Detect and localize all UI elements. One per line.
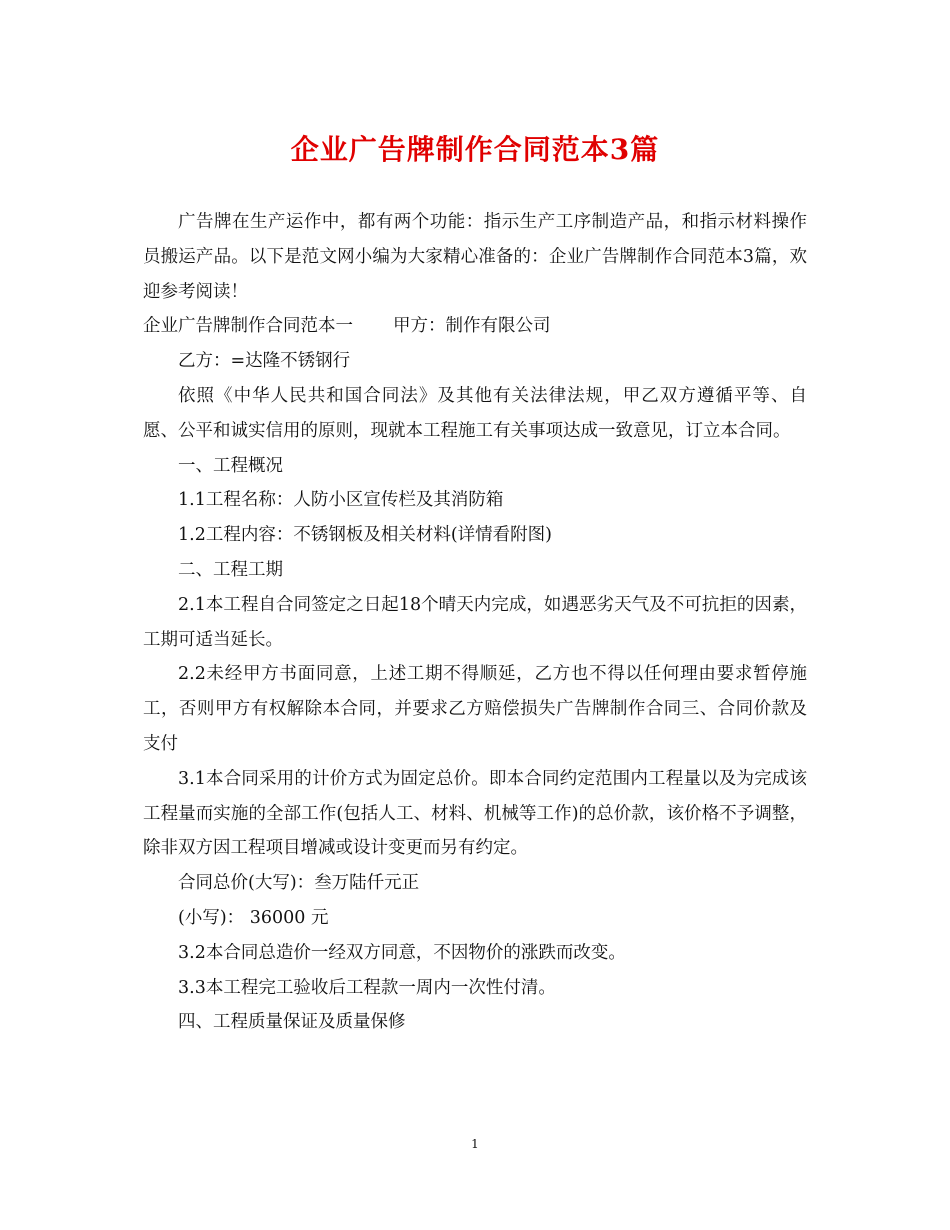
intro-paragraph: 广告牌在生产运作中，都有两个功能：指示生产工序制造产品，和指示材料操作员搬运产品。以下是范文网小编为大家精心准备的：企业广告牌制作合同范本3篇，欢迎参考阅读！: [143, 212, 807, 302]
clause-2-2: 2.2未经甲方书面同意，上述工期不得顺延，乙方也不得以任何理由要求暂停施工，否则甲方有权解除本合同，并要求乙方赔偿损失广告牌制作合同三、合同价款及支付: [143, 664, 807, 754]
page-number: 1: [471, 1137, 479, 1151]
total-price-words: 合同总价(大写)：叁万陆仟元正: [178, 873, 420, 894]
document-body: [143, 205, 807, 1040]
clause-1-2: 1.2工程内容：不锈钢板及相关材料(详情看附图): [178, 525, 552, 546]
section-heading-quality: 四、工程质量保证及质量保修: [178, 1012, 406, 1033]
party-b: 乙方：=达隆不锈钢行: [178, 351, 351, 372]
clause-3-1: 3.1本合同采用的计价方式为固定总价。即本合同约定范围内工程量以及为完成该工程量而实施的全部工作(包括人工、材料、机械等工作)的总价款，该价格不予调整，除非双方因工程项目增减或设计变更而另有约定。: [143, 768, 807, 859]
document-title: 企业广告牌制作合同范本3篇: [290, 133, 660, 166]
section-heading-overview: 一、工程概况: [178, 455, 283, 476]
party-a: 甲方：制作有限公司: [393, 316, 551, 337]
clause-3-2: 3.2本合同总造价一经双方同意，不因物价的涨跌而改变。: [178, 942, 626, 963]
section-heading-schedule: 二、工程工期: [178, 559, 283, 580]
preamble-paragraph: 依照《中华人民共和国合同法》及其他有关法律法规，甲乙双方遵循平等、自愿、公平和诚实信用的原则，现就本工程施工有关事项达成一致意见，订立本合同。: [143, 385, 807, 441]
clause-2-1: 2.1本工程自合同签定之日起18个晴天内完成，如遇恶劣天气及不可抗拒的因素，工期可适当延长。: [143, 594, 807, 650]
total-price-figures: (小写)： 36000 元: [178, 907, 329, 928]
clause-3-3: 3.3本工程完工验收后工程款一周内一次性付清。: [178, 977, 556, 998]
clause-1-1: 1.1工程名称：人防小区宣传栏及其消防箱: [178, 490, 504, 511]
contract-line: [143, 309, 807, 344]
contract-label: 企业广告牌制作合同范本一: [143, 316, 353, 337]
